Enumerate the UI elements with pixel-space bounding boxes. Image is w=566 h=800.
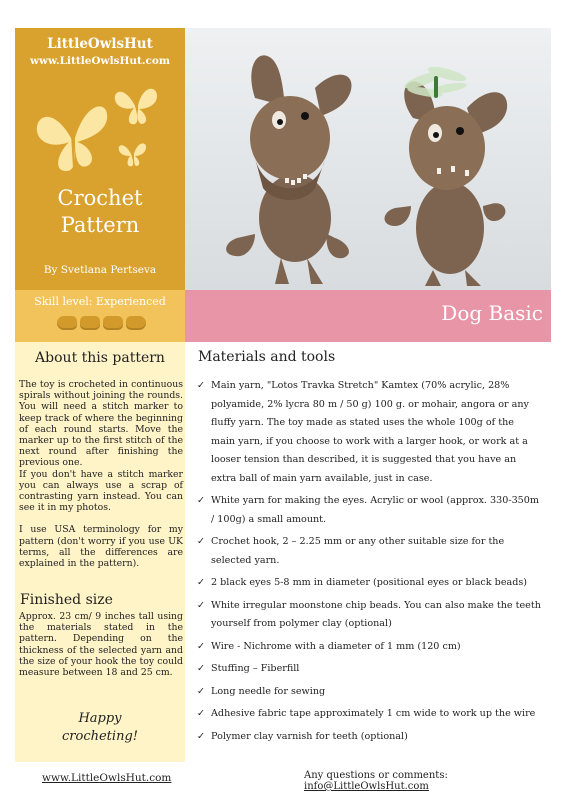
cover-panel bbox=[15, 28, 185, 290]
material-text: Main yarn, "Lotos Travka Stretch" Kamtex (70% acrylic, 28% polyamide, 2% lycra 80 m / 50 g) 100 g. or mohair, angora or any fluffy yarn. The toy made as stated uses the whole 100g of the main yarn, if you choose to work with a larger hook, or work at a looser tension than described, it is suggested that you have an extra ball of main yarn available, just in case. bbox=[211, 380, 529, 484]
material-item bbox=[197, 638, 541, 657]
about-text bbox=[19, 379, 183, 580]
finished-size-text: Approx. 23 cm/ 9 inches tall using the materials stated in the pattern. Depending on the thickness of the selected yarn and the size of your hook the toy could measure between 18 and 25 cm. bbox=[19, 611, 183, 679]
pattern-title bbox=[15, 185, 185, 239]
check-icon: ✓ bbox=[197, 599, 206, 611]
author: By Svetlana Pertseva bbox=[43, 264, 157, 276]
check-icon: ✓ bbox=[197, 577, 206, 588]
pattern-title-line2: Pattern bbox=[60, 213, 140, 237]
about-paragraph: If you don't have a stitch marker you can always use a scrap of contrasting yarn instead. You can see it in my photos. bbox=[19, 468, 183, 514]
material-item bbox=[197, 683, 541, 702]
material-text: Crochet hook, 2 – 2.25 mm or any other suitable size for the selected yarn. bbox=[211, 536, 505, 566]
material-item bbox=[197, 492, 541, 529]
about-paragraph: I use USA terminology for my pattern (don't worry if you use UK terms, all the differences are explained in the pattern). bbox=[19, 524, 183, 570]
check-icon: ✓ bbox=[197, 380, 206, 391]
check-icon: ✓ bbox=[197, 730, 206, 742]
material-text: Wire - Nichrome with a diameter of 1 mm (120 cm) bbox=[211, 640, 461, 652]
material-item bbox=[197, 660, 541, 679]
material-text: Long needle for sewing bbox=[211, 685, 326, 697]
check-icon: ✓ bbox=[197, 685, 206, 697]
skill-pill bbox=[103, 316, 123, 330]
skill-pill bbox=[80, 316, 100, 330]
footer-website-link[interactable]: www.LittleOwlsHut.com bbox=[42, 772, 172, 784]
material-item bbox=[197, 705, 541, 724]
material-item bbox=[197, 377, 541, 488]
skill-pill bbox=[126, 316, 146, 330]
pattern-name: Dog Basic bbox=[441, 301, 543, 325]
skill-pill bbox=[57, 316, 77, 330]
check-icon: ✓ bbox=[197, 663, 206, 674]
butterflies-icon bbox=[33, 76, 163, 176]
about-paragraph: The toy is crocheted in continuous spirals without joining the rounds. You will need a stitch marker to keep track of where the beginning of each round starts. Move the marker up to the first stitch of the next round after finishing the previous one. bbox=[19, 379, 183, 469]
check-icon: ✓ bbox=[197, 640, 206, 652]
happy-crocheting bbox=[15, 710, 185, 746]
materials-heading: Materials and tools bbox=[198, 349, 336, 365]
skill-level-label: Skill level: Experienced bbox=[34, 295, 166, 308]
brand-name: LittleOwlsHut bbox=[47, 36, 153, 52]
about-heading: About this pattern bbox=[35, 350, 165, 366]
happy-line1: Happy bbox=[78, 711, 122, 726]
pattern-title-line1: Crochet bbox=[57, 186, 143, 210]
skill-rating bbox=[57, 316, 146, 330]
material-item bbox=[197, 728, 541, 747]
check-icon: ✓ bbox=[197, 708, 206, 719]
material-text: 2 black eyes 5-8 mm in diameter (positional eyes or black beads) bbox=[211, 577, 528, 588]
skill-band bbox=[15, 290, 185, 342]
material-text: Polymer clay varnish for teeth (optional) bbox=[211, 730, 408, 742]
footer-email-link[interactable]: info@LittleOwlsHut.com bbox=[304, 781, 429, 792]
crochet-dog-photo bbox=[185, 28, 551, 290]
product-photo bbox=[185, 28, 551, 290]
material-text: Stuffing – Fiberfill bbox=[211, 663, 300, 674]
brand-url[interactable]: www.LittleOwlsHut.com bbox=[29, 55, 171, 67]
material-item bbox=[197, 597, 541, 634]
footer-contact bbox=[304, 770, 566, 792]
material-text: White yarn for making the eyes. Acrylic or wool (approx. 330-350m / 100g) a small amount. bbox=[211, 495, 539, 525]
material-text: White irregular moonstone chip beads. You can also make the teeth yourself from polymer clay (optional) bbox=[211, 599, 541, 629]
material-item bbox=[197, 574, 541, 593]
sidebar bbox=[15, 342, 185, 762]
material-item bbox=[197, 533, 541, 570]
materials-list bbox=[197, 377, 541, 750]
material-text: Adhesive fabric tape approximately 1 cm wide to work up the wire bbox=[211, 708, 536, 719]
happy-line2: crocheting! bbox=[62, 729, 138, 744]
check-icon: ✓ bbox=[197, 536, 206, 547]
footer-contact-prefix: Any questions or comments: bbox=[304, 770, 448, 781]
check-icon: ✓ bbox=[197, 495, 206, 506]
title-band bbox=[185, 290, 551, 342]
finished-size-heading: Finished size bbox=[20, 592, 113, 608]
